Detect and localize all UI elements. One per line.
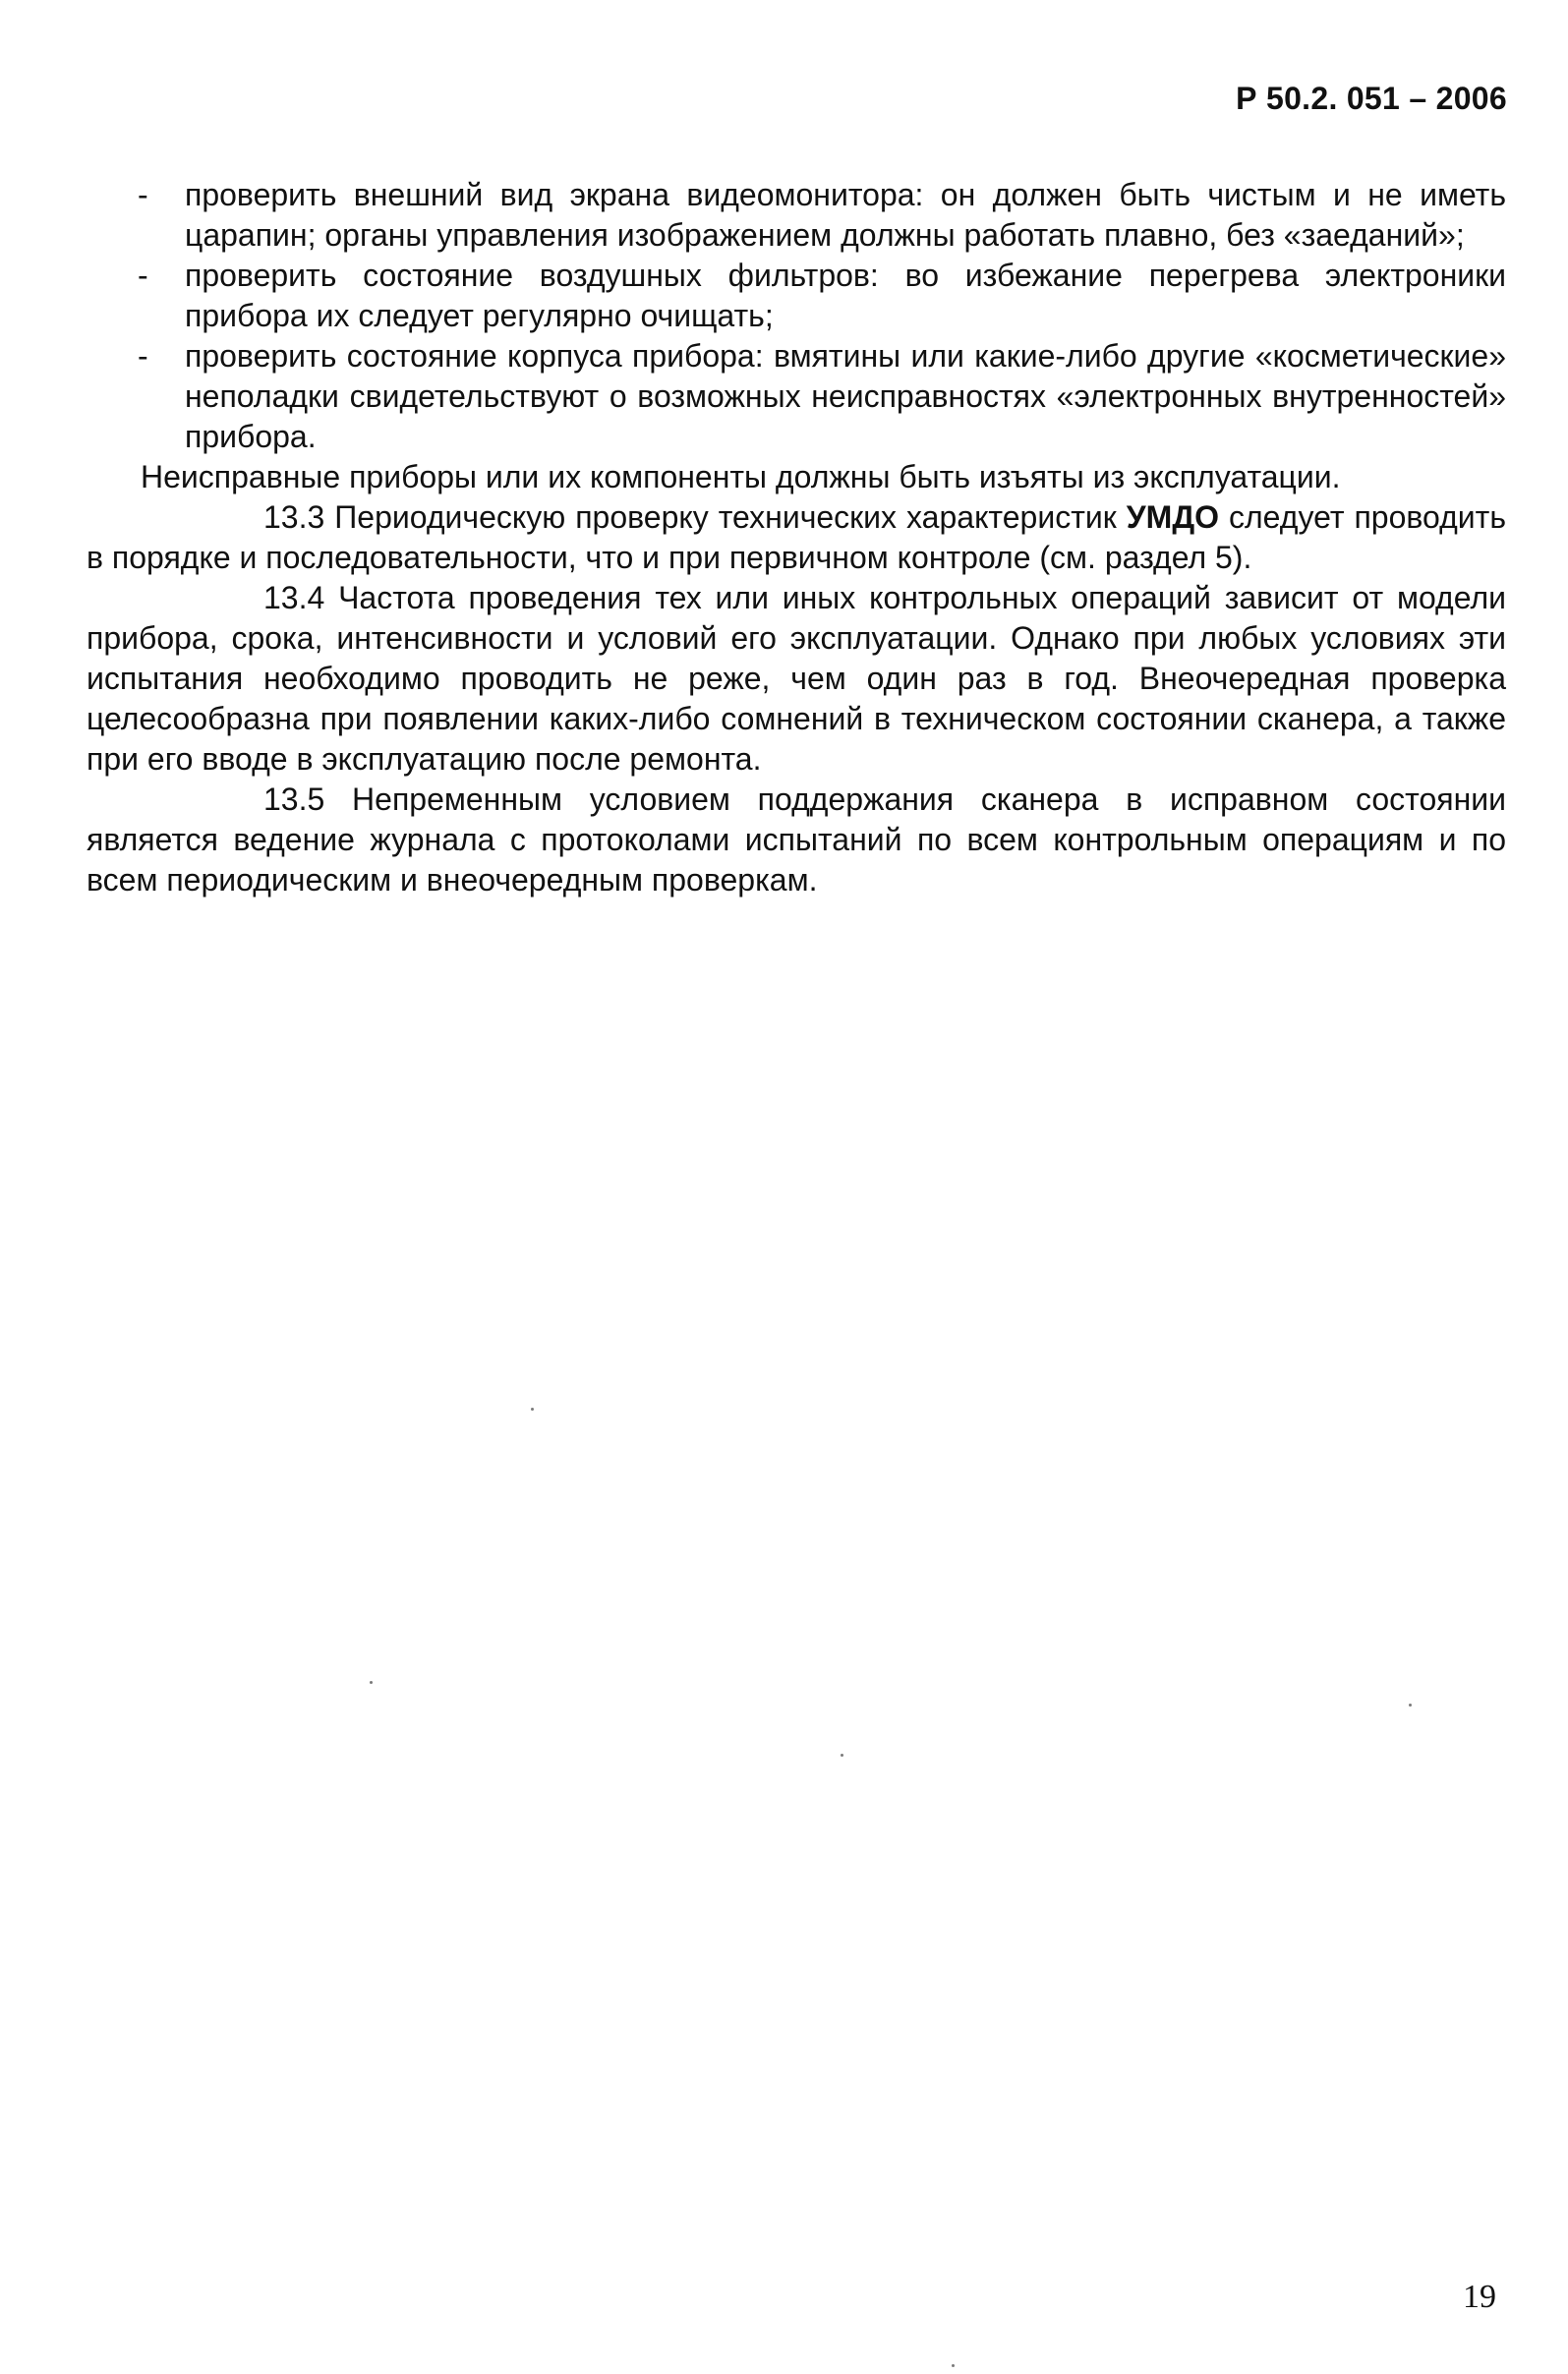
scan-speck [531, 1408, 534, 1411]
scan-speck [1409, 1704, 1412, 1707]
section-13-3-text-end: следует проводить в порядке и последовательности, что и при первичном контроле (см. раздел 5). [87, 499, 1507, 575]
list-item-text: проверить состояние воздушных фильтров: во избежание перегрева электроники прибора их следует регулярно очищать; [185, 258, 1506, 333]
list-item [87, 336, 1506, 457]
bullet-dash: - [138, 258, 148, 293]
scan-speck [952, 2364, 955, 2367]
umdo-term: УМДО [1126, 499, 1219, 535]
list-item [87, 256, 1506, 336]
bullet-list [87, 175, 1506, 457]
scan-speck [370, 1681, 373, 1684]
list-item-text: проверить внешний вид экрана видеомонитора: он должен быть чистым и не иметь царапин; органы управления изображением должны работать плавно, без «заеданий»; [185, 177, 1506, 253]
section-13-5-paragraph: 13.5 Непременным условием поддержания сканера в исправном состоянии является ведение журнала с протоколами испытаний по всем контрольным операциям и по всем периодическим и внеочередным проверкам. [87, 782, 1506, 897]
section-13-3-text-start: 13.3 Периодическую проверку технических характеристик [263, 499, 1127, 535]
page-content [87, 175, 1506, 900]
scan-speck [841, 1754, 843, 1757]
list-item-text: проверить состояние корпуса прибора: вмятины или какие-либо другие «косметические» неполадки свидетельствуют о возможных неисправностях «электронных внутренностей» прибора. [185, 338, 1506, 454]
bullet-dash: - [138, 177, 148, 212]
section-13-3-paragraph [87, 497, 1506, 578]
list-item [87, 175, 1506, 256]
document-code: Р 50.2. 051 – 2006 [1236, 81, 1507, 116]
page-number: 19 [1463, 2279, 1496, 2315]
bullet-dash: - [138, 338, 148, 374]
section-13-4-paragraph: 13.4 Частота проведения тех или иных контрольных операций зависит от модели прибора, срока, интенсивности и условий его эксплуатации. Однако при любых условиях эти испытания необходимо проводить не реже, чем один раз в год. Внеочередная проверка целесообразна при появлении каких-либо сомнений в техническом состоянии сканера, а также при его вводе в эксплуатацию после ремонта. [87, 580, 1506, 777]
faulty-devices-paragraph: Неисправные приборы или их компоненты должны быть изъяты из эксплуатации. [141, 459, 1341, 494]
